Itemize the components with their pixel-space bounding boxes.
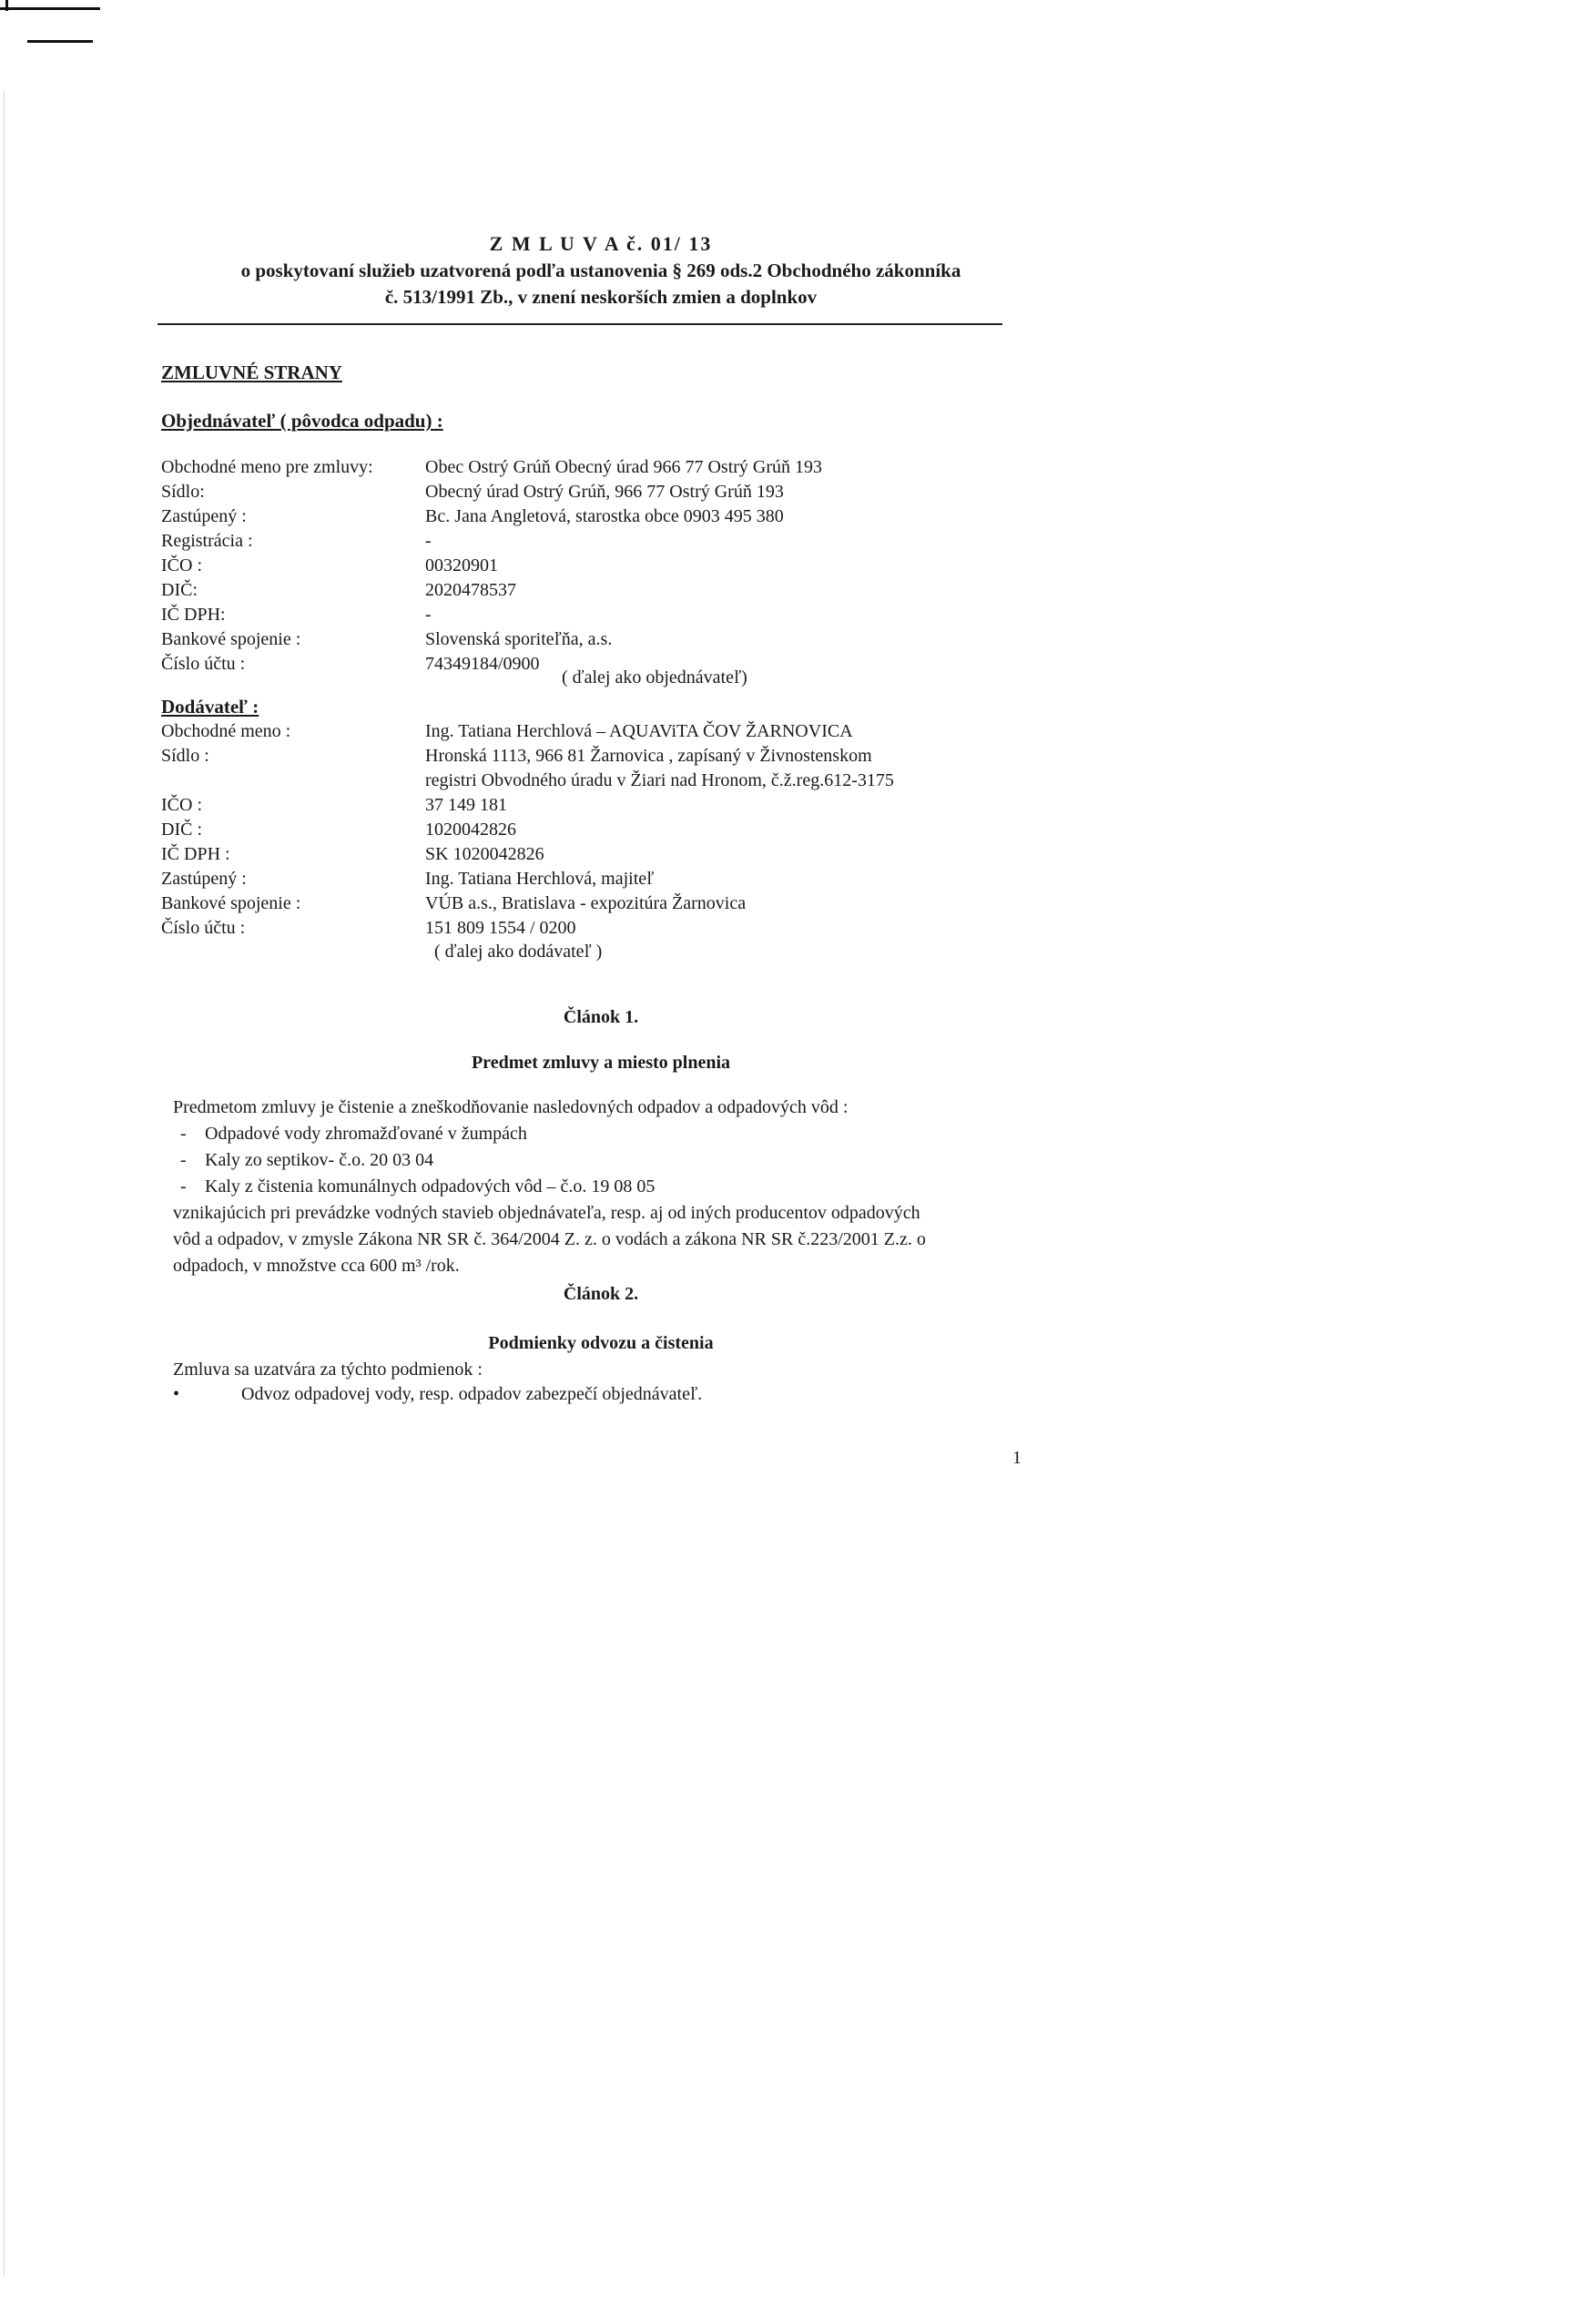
article-1-title: Predmet zmluvy a miesto plnenia <box>471 1053 731 1073</box>
field-value: Obec Ostrý Grúň Obecný úrad 966 77 Ostrý Grúň 193 <box>425 457 823 477</box>
party-row <box>161 627 1026 652</box>
field-value: - <box>425 531 432 551</box>
supplier-heading: Dodávateľ : <box>161 696 259 718</box>
field-label: IČO : <box>161 555 202 575</box>
field-label: Sídlo : <box>161 746 209 766</box>
document-subtitle: o poskytovaní služieb uzatvorená podľa ustanovenia § 269 ods.2 Obchodného zákonníka <box>240 260 961 281</box>
section-title-parties: ZMLUVNÉ STRANY <box>161 362 342 383</box>
list-item <box>173 1174 1020 1200</box>
field-value: Ing. Tatiana Herchlová – AQUAViTA ČOV ŽARNOVICA <box>425 721 853 741</box>
field-label: Bankové spojenie : <box>161 629 301 649</box>
party-row <box>161 769 1026 793</box>
item-text: Odpadové vody zhromažďované v žumpách <box>205 1124 527 1144</box>
field-value: VÚB a.s., Bratislava - expozitúra Žarnovica <box>425 893 747 913</box>
party-row <box>161 891 1026 916</box>
article-1-paragraph-line: odpadoch, v množstve cca 600 m³ /rok. <box>173 1256 460 1276</box>
field-label: Bankové spojenie : <box>161 893 301 913</box>
field-label: Obchodné meno pre zmluvy: <box>161 457 373 477</box>
field-label: Obchodné meno : <box>161 721 291 741</box>
scan-edge <box>4 91 5 2276</box>
field-value: 37 149 181 <box>425 795 507 815</box>
supplier-details <box>161 719 1026 941</box>
article-1-number: Článok 1. <box>563 1007 639 1027</box>
article-1-paragraph-line: vôd a odpadov, v zmysle Zákona NR SR č. 364/2004 Z. z. o vodách a zákona NR SR č.223/2001 Z.z. o <box>173 1229 926 1249</box>
list-item <box>173 1121 1020 1147</box>
ordering-party-heading: Objednávateľ ( pôvodca odpadu) : <box>161 410 443 432</box>
item-text: Kaly z čistenia komunálnych odpadových vôd – č.o. 19 08 05 <box>205 1176 656 1197</box>
field-value: SK 1020042826 <box>425 844 544 864</box>
document-subtitle-law: č. 513/1991 Zb., v znení neskorších zmien a doplnkov <box>384 286 818 308</box>
field-label: IČ DPH : <box>161 844 230 864</box>
article-1-body <box>173 1095 1020 1279</box>
party-row <box>161 867 1026 891</box>
dash-marker: - <box>180 1124 187 1144</box>
bullet-marker: • <box>173 1384 180 1404</box>
document-header <box>146 232 1056 309</box>
field-value: 151 809 1554 / 0200 <box>425 918 576 938</box>
scan-mark <box>0 7 100 10</box>
field-value: 00320901 <box>425 555 498 575</box>
party-row <box>161 916 1026 941</box>
field-label: IČ DPH: <box>161 605 226 625</box>
article-2-number: Článok 2. <box>563 1284 639 1304</box>
party-row <box>161 455 1026 480</box>
article-1-paragraph-line: vznikajúcich pri prevádzke vodných stavieb objednávateľa, resp. aj od iných producentov odpadových <box>173 1203 920 1223</box>
ordering-party-details <box>161 455 1026 677</box>
document-title: Z M L U V A č. 01/ 13 <box>489 232 713 255</box>
dash-marker: - <box>180 1176 187 1197</box>
field-label: Číslo účtu : <box>161 918 246 938</box>
party-row <box>161 818 1026 842</box>
party-row <box>161 842 1026 867</box>
party-row <box>161 529 1026 554</box>
field-value: 2020478537 <box>425 580 516 600</box>
field-value: 74349184/0900 <box>425 654 540 674</box>
article-2-title: Podmienky odvozu a čistenia <box>488 1333 714 1353</box>
article-2-intro: Zmluva sa uzatvára za týchto podmienok : <box>173 1360 483 1380</box>
bullet-text: Odvoz odpadovej vody, resp. odpadov zabezpečí objednávateľ. <box>241 1384 703 1404</box>
item-text: Kaly zo septikov- č.o. 20 03 04 <box>205 1150 434 1170</box>
field-label: DIČ: <box>161 580 198 600</box>
field-label <box>161 769 425 793</box>
party-row <box>161 578 1026 603</box>
field-value: Slovenská sporiteľňa, a.s. <box>425 629 613 649</box>
field-label: DIČ : <box>161 820 202 840</box>
waste-items-list <box>173 1121 1020 1200</box>
party-row <box>161 554 1026 578</box>
list-item <box>173 1147 1020 1174</box>
field-value: 1020042826 <box>425 820 516 840</box>
party-row <box>161 793 1026 818</box>
field-label: Číslo účtu : <box>161 654 246 674</box>
article-2-bullet <box>173 1384 702 1405</box>
ordering-party-abbrev: ( ďalej ako objednávateľ) <box>562 667 747 687</box>
party-row <box>161 719 1026 744</box>
field-value: Ing. Tatiana Herchlová, majiteľ <box>425 869 655 889</box>
field-label: IČO : <box>161 795 202 815</box>
party-row <box>161 504 1026 529</box>
field-label: Sídlo: <box>161 482 205 502</box>
supplier-abbrev: ( ďalej ako dodávateľ ) <box>434 942 603 962</box>
field-value: registri Obvodného úradu v Žiari nad Hronom, č.ž.reg.612-3175 <box>425 770 894 790</box>
field-label: Registrácia : <box>161 531 253 551</box>
page-number: 1 <box>1012 1448 1022 1468</box>
field-value: Hronská 1113, 966 81 Žarnovica , zapísaný v Živnostenskom <box>425 746 872 766</box>
field-value: Obecný úrad Ostrý Grúň, 966 77 Ostrý Grúň 193 <box>425 482 784 502</box>
header-divider <box>158 323 1002 325</box>
party-row <box>161 744 1026 769</box>
article-1-intro: Predmetom zmluvy je čistenie a zneškodňovanie nasledovných odpadov a odpadových vôd : <box>173 1097 849 1117</box>
party-row <box>161 603 1026 627</box>
dash-marker: - <box>180 1150 187 1170</box>
field-label: Zastúpený : <box>161 506 247 526</box>
party-row <box>161 480 1026 504</box>
field-value: - <box>425 605 432 625</box>
field-label: Zastúpený : <box>161 869 247 889</box>
scan-mark <box>27 40 93 43</box>
field-value: Bc. Jana Angletová, starostka obce 0903 495 380 <box>425 506 784 526</box>
